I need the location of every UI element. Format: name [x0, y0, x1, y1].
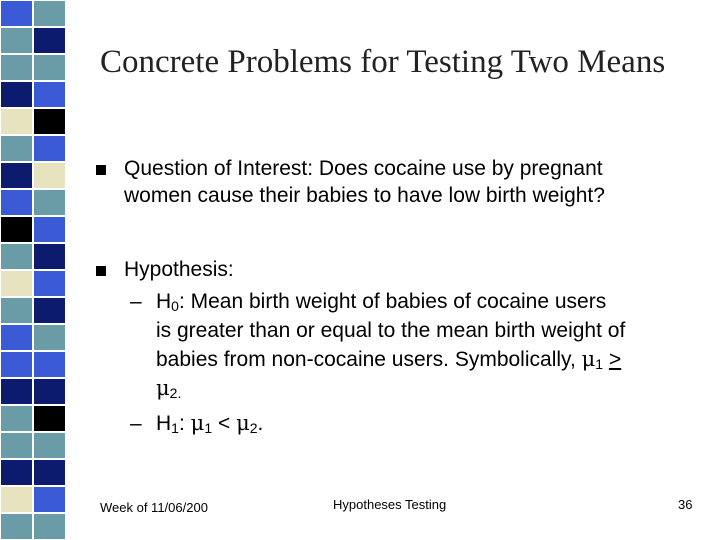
h1-colon: : — [178, 412, 185, 435]
decorative-square — [0, 459, 33, 486]
decorative-square — [33, 189, 66, 216]
decorative-square — [33, 351, 66, 378]
decorative-square — [33, 378, 66, 405]
decorative-square — [33, 162, 66, 189]
mu-subscript: 1 — [204, 420, 213, 436]
h0-label: H — [156, 290, 172, 313]
decorative-square — [33, 486, 66, 513]
h1-line — [156, 410, 263, 442]
h0-line-3 — [156, 346, 621, 378]
footer-title: Hypotheses Testing — [333, 497, 447, 512]
decorative-square — [33, 459, 66, 486]
decorative-square — [0, 0, 33, 27]
h0-subscript: 0 — [171, 298, 179, 314]
decorative-square — [33, 432, 66, 459]
mu-symbol: μ — [581, 347, 596, 371]
mu-subscript: 2. — [169, 385, 182, 401]
decorative-square — [0, 108, 33, 135]
decorative-square — [33, 513, 66, 540]
decorative-square — [33, 297, 66, 324]
decorative-square — [33, 27, 66, 54]
decorative-square — [33, 135, 66, 162]
mu-symbol: μ — [190, 411, 205, 435]
decorative-square — [0, 297, 33, 324]
decorative-square — [33, 0, 66, 27]
decorative-square — [33, 54, 66, 81]
decorative-square — [33, 108, 66, 135]
mu-symbol: μ — [156, 376, 170, 400]
decorative-square — [0, 486, 33, 513]
h0-dash: – — [130, 290, 142, 313]
h0-line-3-text: babies from non-cocaine users. Symbolically, — [156, 348, 576, 371]
h1-dash: – — [130, 412, 142, 435]
h0-line-1 — [156, 288, 606, 320]
bullet-square-icon — [96, 165, 106, 175]
decorative-square — [33, 324, 66, 351]
decorative-square-strip — [0, 0, 66, 540]
question-text — [124, 155, 605, 209]
decorative-square — [33, 81, 66, 108]
page-number: 36 — [678, 497, 693, 512]
question-line-2: women cause their babies to have low birth weight? — [124, 184, 605, 207]
h0-line-2: is greater than or equal to the mean birth weight of — [156, 319, 626, 342]
h0-line-1-text: : Mean birth weight of babies of cocaine users — [178, 290, 607, 313]
decorative-square — [0, 81, 33, 108]
mu-subscript: 1 — [595, 356, 604, 372]
decorative-square — [0, 270, 33, 297]
slide-title: Concrete Problems for Testing Two Means — [100, 44, 666, 80]
decorative-square — [0, 54, 33, 81]
decorative-square — [33, 405, 66, 432]
decorative-square — [0, 189, 33, 216]
question-line-1: Question of Interest: Does cocaine use by pregnant — [124, 157, 603, 180]
h1-subscript: 1 — [171, 420, 179, 436]
decorative-square — [33, 243, 66, 270]
decorative-square — [0, 243, 33, 270]
h0-line-4 — [156, 375, 181, 407]
decorative-square — [0, 162, 33, 189]
less-than-symbol: < — [217, 412, 231, 435]
decorative-square — [0, 324, 33, 351]
decorative-square — [0, 405, 33, 432]
h1-period: . — [257, 412, 264, 435]
decorative-square — [0, 513, 33, 540]
decorative-square — [33, 270, 66, 297]
bullet-square-icon — [96, 266, 106, 276]
decorative-square — [0, 378, 33, 405]
mu-subscript: 2 — [249, 420, 258, 436]
footer-date: Week of 11/06/200 — [100, 500, 208, 515]
hypothesis-heading: Hypothesis: — [124, 258, 234, 281]
h1-label: H — [156, 412, 172, 435]
decorative-square — [0, 216, 33, 243]
decorative-square — [0, 27, 33, 54]
greater-equal-symbol: > — [608, 348, 622, 371]
decorative-square — [33, 216, 66, 243]
decorative-square — [0, 432, 33, 459]
decorative-square — [0, 135, 33, 162]
decorative-square — [0, 351, 33, 378]
mu-symbol: μ — [236, 411, 250, 435]
